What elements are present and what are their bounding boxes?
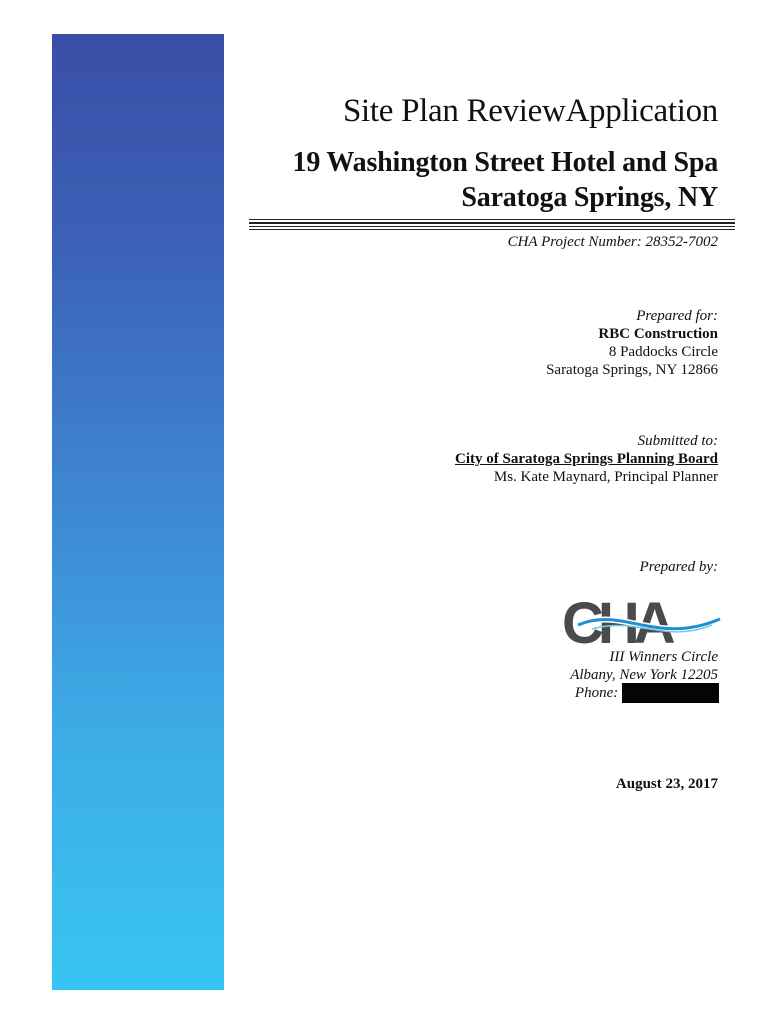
submitted-to-section: [455, 432, 718, 486]
document-title: Site Plan ReviewApplication: [342, 93, 718, 129]
phone-label: Phone:: [574, 685, 619, 701]
company-address: [570, 648, 718, 703]
document-date: August 23, 2017: [615, 776, 718, 792]
cha-logo-icon: [562, 595, 722, 647]
recipient-organization: City of Saratoga Springs Planning Board: [455, 451, 718, 467]
client-name: RBC Construction: [598, 326, 718, 342]
company-phone: [570, 684, 718, 703]
recipient-contact: Ms. Kate Maynard, Principal Planner: [493, 469, 718, 485]
client-address-line1: 8 Paddocks Circle: [608, 344, 718, 360]
prepared-for-heading: Prepared for:: [636, 308, 718, 324]
project-location: Saratoga Springs, NY: [461, 182, 718, 213]
company-address-line1: III Winners Circle: [609, 649, 718, 665]
logo-lettering: CHA: [562, 595, 670, 647]
prepared-by-heading: Prepared by:: [639, 559, 718, 575]
project-name: 19 Washington Street Hotel and Spa: [292, 147, 718, 178]
phone-redaction: [622, 683, 719, 703]
company-address-line2: Albany, New York 12205: [570, 667, 718, 683]
project-number: CHA Project Number: 28352-7002: [507, 234, 718, 250]
submitted-to-heading: Submitted to:: [637, 433, 718, 449]
client-address-line2: Saratoga Springs, NY 12866: [546, 362, 718, 378]
side-gradient-band: [52, 34, 224, 990]
prepared-for-section: [546, 307, 718, 379]
title-divider: [249, 219, 735, 230]
